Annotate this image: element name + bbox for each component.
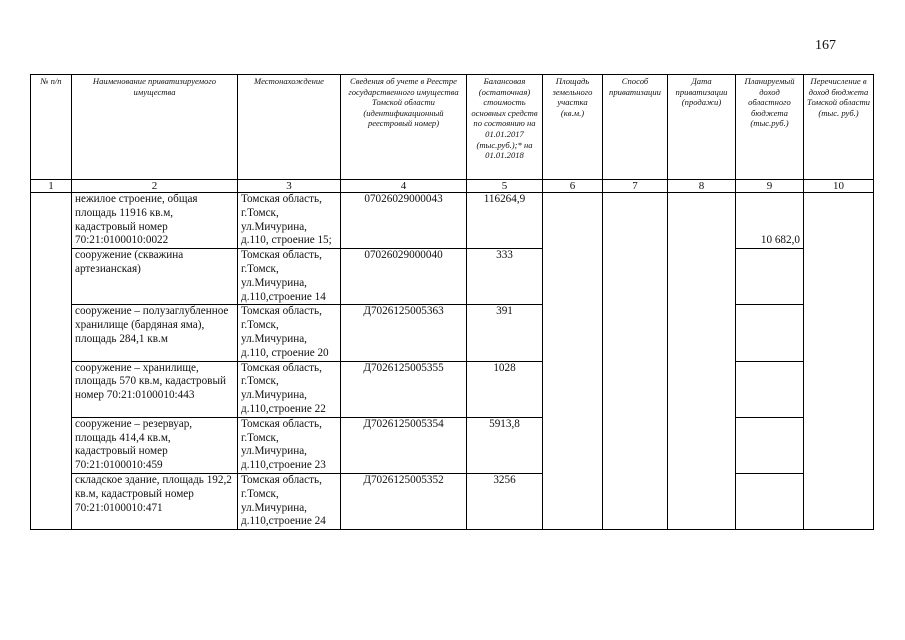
planned-income-cell xyxy=(736,417,804,473)
registry-number: Д7026125005363 xyxy=(341,305,467,361)
balance-value: 116264,9 xyxy=(467,193,543,249)
planned-income: 10 682,0 xyxy=(760,234,800,247)
header-cell-location: Местонахождение xyxy=(238,75,341,180)
asset-name: сооружение (скважина артезианская) xyxy=(72,249,238,305)
column-number: 7 xyxy=(603,180,668,193)
asset-name: сооружение – полузаглубленное хранилище (бардяная яма), площадь 284,1 кв.м xyxy=(72,305,238,361)
balance-value: 1028 xyxy=(467,361,543,417)
row-number-cell xyxy=(31,193,72,530)
planned-income-cell xyxy=(736,473,804,529)
column-number-row xyxy=(31,180,874,193)
asset-name: сооружение – резервуар, площадь 414,4 кв.м, кадастровый номер 70:21:0100010:459 xyxy=(72,417,238,473)
header-cell-transfer: Перечисление в доход бюджета Томской области (тыс. руб.) xyxy=(804,75,874,180)
privatization-date-cell xyxy=(668,193,736,530)
transfer-cell xyxy=(804,193,874,530)
registry-number: Д7026125005352 xyxy=(341,473,467,529)
table-row xyxy=(31,361,874,417)
header-row xyxy=(31,75,874,180)
header-cell-planned-income: Планируемый доход областного бюджета (тыс.руб.) xyxy=(736,75,804,180)
table-row xyxy=(31,305,874,361)
asset-name: сооружение – хранилище, площадь 570 кв.м, кадастровый номер 70:21:0100010:443 xyxy=(72,361,238,417)
column-number: 1 xyxy=(31,180,72,193)
registry-number: Д7026125005354 xyxy=(341,417,467,473)
asset-location: Томская область, г.Томск, ул.Мичурина, д.110,строение 22 xyxy=(238,361,341,417)
planned-income-cell xyxy=(736,249,804,305)
column-number: 9 xyxy=(736,180,804,193)
header-cell-date: Дата приватизации (продажи) xyxy=(668,75,736,180)
asset-name: складское здание, площадь 192,2 кв.м, кадастровый номер 70:21:0100010:471 xyxy=(72,473,238,529)
page-number: 167 xyxy=(815,38,836,53)
asset-location: Томская область, г.Томск, ул.Мичурина, д.110,строение 24 xyxy=(238,473,341,529)
registry-number: 07026029000043 xyxy=(341,193,467,249)
balance-value: 5913,8 xyxy=(467,417,543,473)
table-row xyxy=(31,417,874,473)
column-number: 5 xyxy=(467,180,543,193)
header-cell-num: № п/п xyxy=(31,75,72,180)
asset-name: нежилое строение, общая площадь 11916 кв.м, кадастровый номер 70:21:0100010:0022 xyxy=(72,193,238,249)
asset-location: Томская область, г.Томск, ул.Мичурина, д.110, строение 15; xyxy=(238,193,341,249)
column-number: 4 xyxy=(341,180,467,193)
asset-location: Томская область, г.Томск, ул.Мичурина, д.110,строение 14 xyxy=(238,249,341,305)
planned-income-cell xyxy=(736,361,804,417)
balance-value: 3256 xyxy=(467,473,543,529)
registry-number: 07026029000040 xyxy=(341,249,467,305)
planned-income-cell xyxy=(736,305,804,361)
column-number: 2 xyxy=(72,180,238,193)
balance-value: 333 xyxy=(467,249,543,305)
header-cell-name: Наименование приватизируемого имущества xyxy=(72,75,238,180)
header-cell-registry: Сведения об учете в Реестре государственного имущества Томской области (идентификационный реестровый номер) xyxy=(341,75,467,180)
column-number: 8 xyxy=(668,180,736,193)
asset-location: Томская область, г.Томск, ул.Мичурина, д.110, строение 20 xyxy=(238,305,341,361)
table-row xyxy=(31,193,874,249)
balance-value: 391 xyxy=(467,305,543,361)
privatization-table xyxy=(30,74,874,530)
asset-location: Томская область, г.Томск, ул.Мичурина, д.110,строение 23 xyxy=(238,417,341,473)
land-area-cell xyxy=(543,193,603,530)
header-cell-method: Способ приватизации xyxy=(603,75,668,180)
table-row xyxy=(31,249,874,305)
planned-income-cell xyxy=(736,193,804,249)
column-number: 3 xyxy=(238,180,341,193)
registry-number: Д7026125005355 xyxy=(341,361,467,417)
column-number: 10 xyxy=(804,180,874,193)
header-cell-land-area: Площадь земельного участка (кв.м.) xyxy=(543,75,603,180)
privatization-method-cell xyxy=(603,193,668,530)
column-number: 6 xyxy=(543,180,603,193)
table-row xyxy=(31,473,874,529)
header-cell-value: Балансовая (остаточная) стоимость основных средств по состоянию на 01.01.2017 (тыс.руб.);* на 01.01.2018 xyxy=(467,75,543,180)
